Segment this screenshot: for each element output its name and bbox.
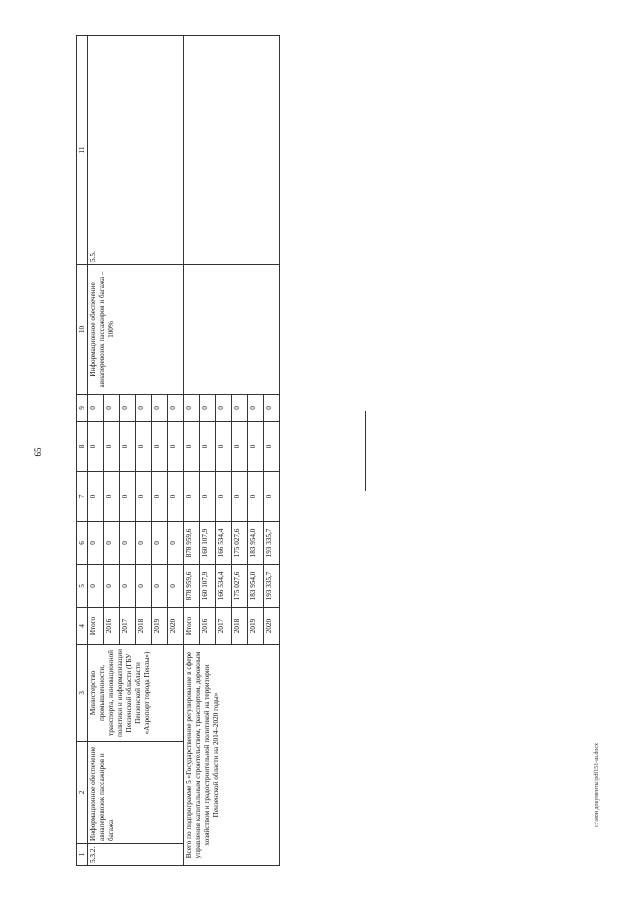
header-cell: 4 — [77, 608, 88, 645]
header-cell: 2 — [77, 742, 88, 844]
value-cell: 0 — [104, 422, 120, 472]
value-cell: 0 — [136, 565, 152, 608]
value-cell: 0 — [104, 472, 120, 522]
value-cell: 0 — [216, 472, 232, 522]
empty-cell — [184, 36, 280, 265]
value-cell: 0 — [264, 395, 280, 422]
value-cell: 0 — [88, 565, 104, 608]
value-cell: 0 — [200, 395, 216, 422]
table-row — [184, 36, 200, 866]
value-cell: 0 — [200, 422, 216, 472]
separator-line — [365, 411, 366, 491]
executor: Министерство промышленности, транспорта, инновационной политики и информатизации Пензенской области (ГБУ Пензенской области «Аэропорт города Пензы») — [88, 645, 184, 742]
value-cell: 0 — [136, 422, 152, 472]
rotated-table-container — [76, 36, 302, 866]
value-cell: 0 — [168, 472, 184, 522]
indicator: Информационное обеспечение авиаперевозок пассажиров и багажа – 100% — [88, 265, 184, 395]
value-cell: 0 — [136, 395, 152, 422]
value-cell: 0 — [168, 522, 184, 565]
value-cell: 0 — [200, 472, 216, 522]
year-cell: 2020 — [264, 608, 280, 645]
value-cell: 0 — [152, 565, 168, 608]
value-cell: 0 — [184, 472, 200, 522]
value-cell: 166 534,4 — [216, 565, 232, 608]
page-number: 65 — [33, 447, 43, 457]
year-cell: 2018 — [136, 608, 152, 645]
activity-name: Информационное обеспечение авиаперевозок пассажиров и багажа — [88, 742, 184, 844]
value-cell: 0 — [248, 395, 264, 422]
header-cell: 9 — [77, 395, 88, 422]
year-cell: 2018 — [232, 608, 248, 645]
value-cell: 193 335,7 — [264, 565, 280, 608]
value-cell: 175 027,6 — [232, 565, 248, 608]
value-cell: 166 534,4 — [216, 522, 232, 565]
value-cell: 160 107,9 — [200, 565, 216, 608]
value-cell: 0 — [120, 395, 136, 422]
header-cell: 1 — [77, 844, 88, 866]
value-cell: 183 954,0 — [248, 565, 264, 608]
header-cell: 11 — [77, 36, 88, 265]
value-cell: 0 — [120, 422, 136, 472]
value-cell: 0 — [264, 422, 280, 472]
value-cell: 0 — [248, 472, 264, 522]
value-cell: 0 — [168, 422, 184, 472]
value-cell: 0 — [136, 522, 152, 565]
value-cell: 0 — [136, 472, 152, 522]
year-cell: Итого — [184, 608, 200, 645]
value-cell: 0 — [168, 395, 184, 422]
value-cell: 0 — [88, 522, 104, 565]
value-cell: 0 — [152, 522, 168, 565]
year-cell: 2016 — [104, 608, 120, 645]
value-cell: 0 — [232, 422, 248, 472]
header-cell: 3 — [77, 645, 88, 742]
footer-file-path: c:\мои документы\pdf151-ш.docx — [594, 742, 600, 828]
value-cell: 0 — [264, 472, 280, 522]
value-cell: 0 — [152, 422, 168, 472]
value-cell: 0 — [120, 522, 136, 565]
table-row — [88, 36, 104, 866]
year-cell: 2020 — [168, 608, 184, 645]
value-cell: 0 — [184, 422, 200, 472]
empty-cell — [184, 265, 280, 395]
value-cell: 183 954,0 — [248, 522, 264, 565]
year-cell: 2016 — [200, 608, 216, 645]
header-row — [77, 36, 88, 866]
year-cell: 2017 — [120, 608, 136, 645]
value-cell: 878 959,6 — [184, 565, 200, 608]
subprogram-total-label: Всего по подпрограмме 5 «Государственное регулирование в сфере управления капитальным строительством, транспортом, дорожным хозяйством и градостроительной политикой на территории Пензенской области на 2014–2020 годы» — [184, 645, 280, 866]
reference: 5.5. — [88, 36, 184, 265]
value-cell: 878 959,6 — [184, 522, 200, 565]
value-cell: 175 027,6 — [232, 522, 248, 565]
year-cell: 2019 — [152, 608, 168, 645]
value-cell: 0 — [88, 395, 104, 422]
value-cell: 0 — [88, 472, 104, 522]
value-cell: 0 — [152, 395, 168, 422]
header-cell: 6 — [77, 522, 88, 565]
value-cell: 0 — [232, 472, 248, 522]
value-cell: 0 — [120, 472, 136, 522]
value-cell: 0 — [184, 395, 200, 422]
value-cell: 0 — [104, 565, 120, 608]
value-cell: 193 335,7 — [264, 522, 280, 565]
value-cell: 160 107,9 — [200, 522, 216, 565]
budget-table — [76, 35, 280, 866]
value-cell: 0 — [232, 395, 248, 422]
value-cell: 0 — [216, 395, 232, 422]
value-cell: 0 — [168, 565, 184, 608]
row-number: 5.3.2. — [88, 844, 184, 866]
value-cell: 0 — [120, 565, 136, 608]
year-cell: 2017 — [216, 608, 232, 645]
value-cell: 0 — [88, 422, 104, 472]
year-cell: 2019 — [248, 608, 264, 645]
header-cell: 7 — [77, 472, 88, 522]
header-cell: 8 — [77, 422, 88, 472]
value-cell: 0 — [248, 422, 264, 472]
header-cell: 10 — [77, 265, 88, 395]
value-cell: 0 — [216, 422, 232, 472]
value-cell: 0 — [104, 395, 120, 422]
value-cell: 0 — [104, 522, 120, 565]
year-cell: Итого — [88, 608, 104, 645]
header-cell: 5 — [77, 565, 88, 608]
value-cell: 0 — [152, 472, 168, 522]
